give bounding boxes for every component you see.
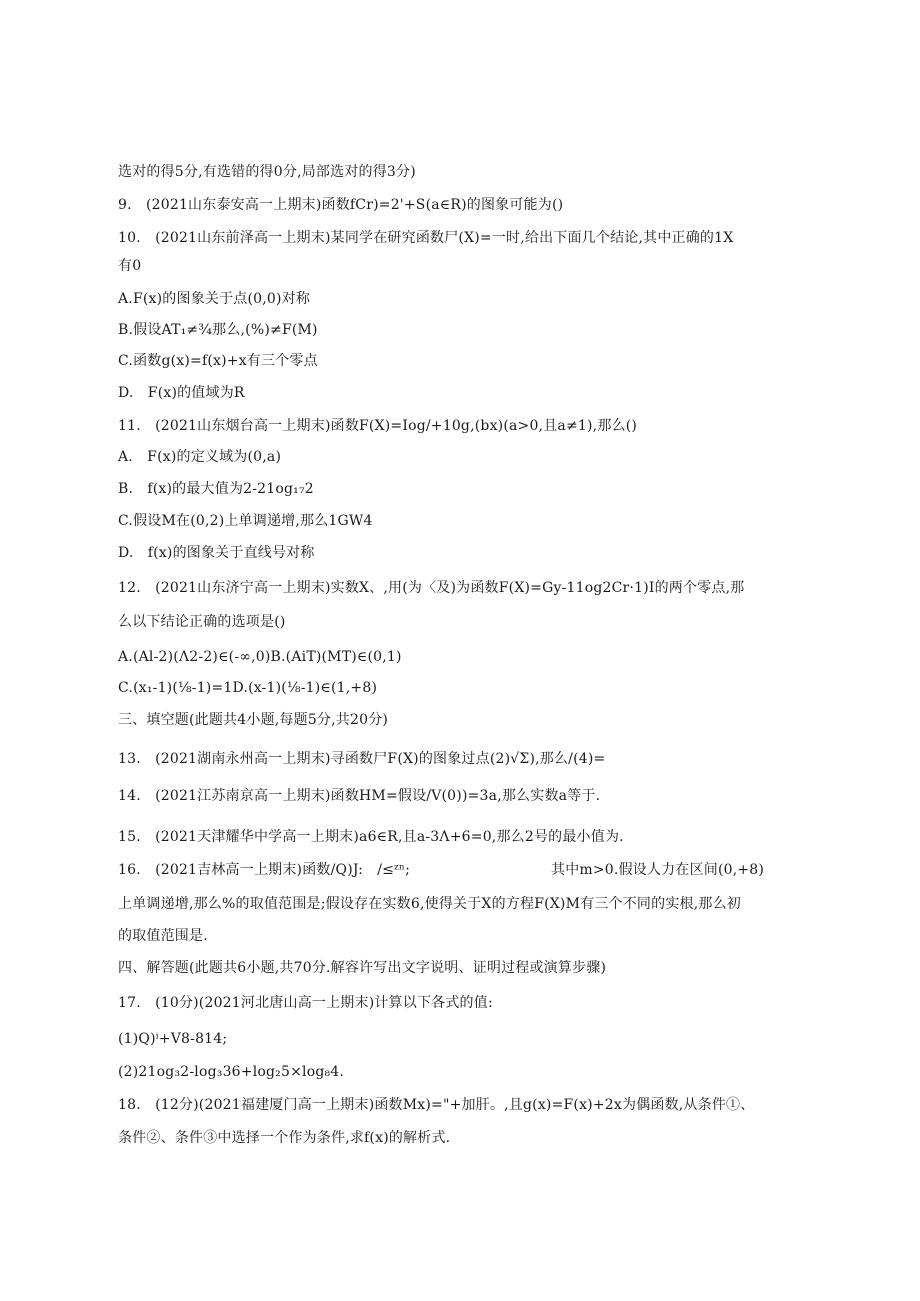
option-b: B. f(x)的最大值为2-21og₁₇2 [118,481,314,497]
question-13: 13. (2021湖南永州高一上期末)寻函数尸F(X)的图象过点(2)√Σ),那么/(4)= [118,751,606,767]
question-11: 11. (2021山东烟台高一上期末)函数F(X)=Iog/+10g,(bx)(a>0,且a≠1),那么() [118,418,638,434]
option-cd: C.(x₁-1)(⅛-1)=1D.(x-1)(⅛-1)∈(1,+8) [118,680,378,696]
section-heading: 三、填空题(此题共4小题,每题5分,共20分) [118,712,389,728]
question-16: 16. (2021吉林高一上期末)函数/Q)J: /≤ᶻⁿ; [118,862,411,878]
question-9: 9. (2021山东泰安高一上期末)函数fCr)=2'+S(a∈R)的图象可能为() [118,197,564,213]
text-line: 上单调递增,那么%的取值范围是;假设存在实数6,使得关于X的方程F(X)M有三个不同的实根,那么初 [118,896,741,912]
question-15: 15. (2021天津耀华中学高一上期末)a6∈R,且a-3Λ+6=0,那么2号的最小值为. [118,829,624,845]
question-12: 12. (2021山东济宁高一上期末)实数X、,用(为〈及)为函数F(X)=Gy-11og2Cr·1)I的两个零点,那 [118,580,745,596]
question-14: 14. (2021江苏南京高一上期末)函数HM=假设/V(0))=3a,那么实数a等于. [118,788,601,804]
sub-question: (1)Q)ⁱ+V8-814; [118,1031,228,1047]
question-18: 18. (12分)(2021福建厦门高一上期末)函数Mx)="+加肝。,且g(x)=F(x)+2x为偶函数,从条件①、 [118,1097,755,1113]
option-a: A. F(x)的定义域为(0,a) [118,449,282,465]
option-ab: A.(Al-2)(Λ2-2)∈(-∞,0)B.(AiT)(MT)∈(0,1) [118,649,402,665]
question-10: 10. (2021山东前泽高一上期末)某同学在研究函数尸(X)=一时,给出下面几个结论,其中正确的1X [118,230,734,246]
option-d: D. f(x)的图象关于直线号对称 [118,545,315,561]
section-heading: 四、解答题(此题共6小题,共70分.解容许写出文字说明、证明过程或演算步骤) [118,960,607,976]
sub-question: (2)21og₃2-log₃36+log₂5×log₈4. [118,1064,345,1080]
option-c: C.假设M在(0,2)上单调递增,那么1GW4 [118,513,373,529]
text-line: 有0 [118,258,142,274]
question-16-continued: 其中m>0.假设人力在区间(0,+8) [551,862,765,878]
option-b: B.假设AT₁≠¾那么,(%)≠F(M) [118,322,318,338]
text-line: 的取值范围是. [118,928,208,944]
text-line: 条件②、条件③中选择一个作为条件,求f(x)的解析式. [118,1130,451,1146]
option-c: C.函数g(x)=f(x)+x有三个零点 [118,353,318,369]
text-line: 么以下结论正确的选项是() [118,614,286,630]
option-d: D. F(x)的值域为R [118,385,245,401]
question-17: 17. (10分)(2021河北唐山高一上期末)计算以下各式的值: [118,995,493,1011]
text-line: 选对的得5分,有选错的得0分,局部选对的得3分) [118,164,416,180]
option-a: A.F(x)的图象关于点(0,0)对称 [118,291,311,307]
